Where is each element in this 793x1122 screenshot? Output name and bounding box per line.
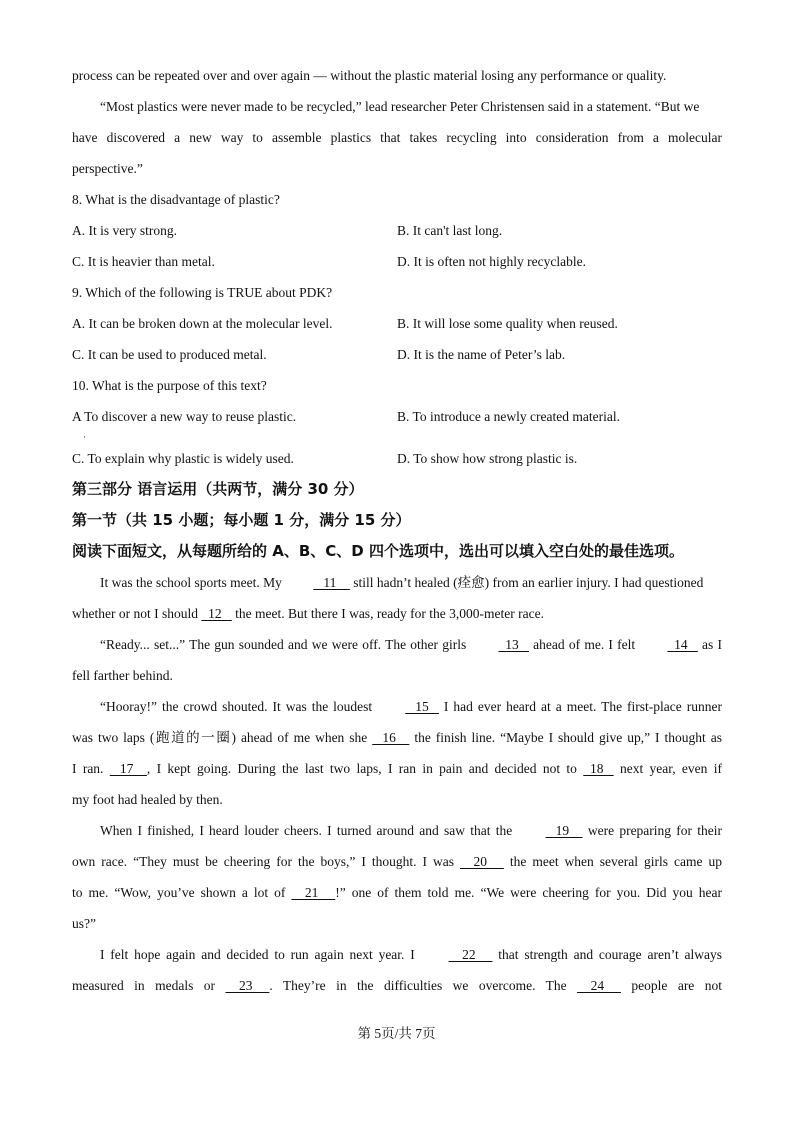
option-d: D. It is often not highly recyclable. [397, 254, 586, 269]
question-8: 8. What is the disadvantage of plastic? [72, 192, 280, 207]
option-c: C. It is heavier than metal. [72, 254, 215, 269]
options-row [72, 308, 722, 339]
cloze-line: my foot had healed by then. [72, 792, 223, 807]
page-footer: 第 5页/共 7页 [357, 1026, 436, 1041]
passage-quote-line: “Most plastics were never made to be recycled,” lead researcher Peter Christensen said in a statement. “But we [100, 99, 700, 114]
option-d: D. To show how strong plastic is. [397, 451, 578, 466]
options-row [72, 246, 722, 277]
stray-mark: · [83, 432, 86, 442]
blank-16: 16 [372, 730, 410, 745]
passage-quote-line: perspective.” [72, 161, 143, 176]
options-row [72, 215, 722, 246]
options-row [72, 339, 722, 370]
option-b: B. It can't last long. [397, 223, 503, 238]
option-d: D. It is the name of Peter’s lab. [397, 347, 566, 362]
blank-12: 12 [201, 606, 232, 621]
cloze-line: I felt hope again and decided to run again next year. I 22 that strength and courage aren’t always [72, 939, 722, 970]
cloze-line: “Hooray!” the crowd shouted. It was the loudest 15 I had ever heard at a meet. The first-place runner [72, 691, 722, 722]
option-a: A. It can be broken down at the molecular level. [72, 316, 333, 331]
option-c: C. It can be used to produced metal. [72, 347, 267, 362]
cloze-line: was two laps (跑道的一圈) ahead of me when she 16 the finish line. “Maybe I should give up,” I thought as [72, 722, 722, 753]
option-a: A. It is very strong. [72, 223, 177, 238]
blank-23: 23 [225, 978, 270, 993]
option-b: B. To introduce a newly created material. [397, 409, 620, 424]
blank-24: 24 [577, 978, 621, 993]
option-c: C. To explain why plastic is widely used. [72, 451, 294, 466]
part-title: 第一节（共 15 小题；每小题 1 分，满分 15 分） [72, 511, 411, 529]
option-a: A To discover a new way to reuse plastic. [72, 409, 297, 424]
cloze-line: to me. “Wow, you’ve shown a lot of 21 !” one of them told me. “We were cheering for you. Did you hear [72, 877, 722, 908]
cloze-line: “Ready... set...” The gun sounded and we were off. The other girls 13 ahead of me. I felt 14 as I [72, 629, 722, 660]
document-page [72, 60, 722, 1001]
blank-11: 11 [313, 575, 350, 590]
cloze-line: I ran. 17 , I kept going. During the last two laps, I ran in pain and decided not to 18 next year, even if [72, 753, 722, 784]
cloze-line: us?” [72, 916, 96, 931]
blank-19: 19 [545, 823, 583, 838]
option-b: B. It will lose some quality when reused. [397, 316, 618, 331]
blank-15: 15 [405, 699, 439, 714]
blank-22: 22 [448, 947, 493, 962]
cloze-line: When I finished, I heard louder cheers. I turned around and saw that the 19 were preparing for their [72, 815, 722, 846]
passage-quote-line: have discovered a new way to assemble plastics that takes recycling into consideration from a molecular [72, 130, 722, 145]
blank-18: 18 [583, 761, 614, 776]
blank-20: 20 [459, 854, 504, 869]
cloze-line: measured in medals or 23 . They’re in the difficulties we overcome. The 24 people are not [72, 970, 722, 1001]
cloze-line: own race. “They must be cheering for the boys,” I thought. I was 20 the meet when several girls came up [72, 846, 722, 877]
cloze-line: whether or not I should 12 the meet. But there I was, ready for the 3,000-meter race. [72, 598, 722, 629]
question-10: 10. What is the purpose of this text? [72, 378, 267, 393]
cloze-line: fell farther behind. [72, 668, 173, 683]
blank-13: 13 [498, 637, 529, 652]
question-9: 9. Which of the following is TRUE about PDK? [72, 285, 333, 300]
blank-17: 17 [109, 761, 147, 776]
instruction: 阅读下面短文，从每题所给的 A、B、C、D 四个选项中，选出可以填入空白处的最佳选项。 [72, 542, 684, 560]
options-row [72, 443, 722, 474]
blank-21: 21 [291, 885, 336, 900]
options-row [72, 401, 722, 432]
cloze-line: It was the school sports meet. My 11 still hadn’t healed (痊愈) from an earlier injury. I had questioned [72, 567, 722, 598]
section-title: 第三部分 语言运用（共两节，满分 30 分） [72, 480, 364, 498]
passage-line: process can be repeated over and over again — without the plastic material losing any performance or quality. [72, 68, 667, 83]
blank-14: 14 [667, 637, 698, 652]
